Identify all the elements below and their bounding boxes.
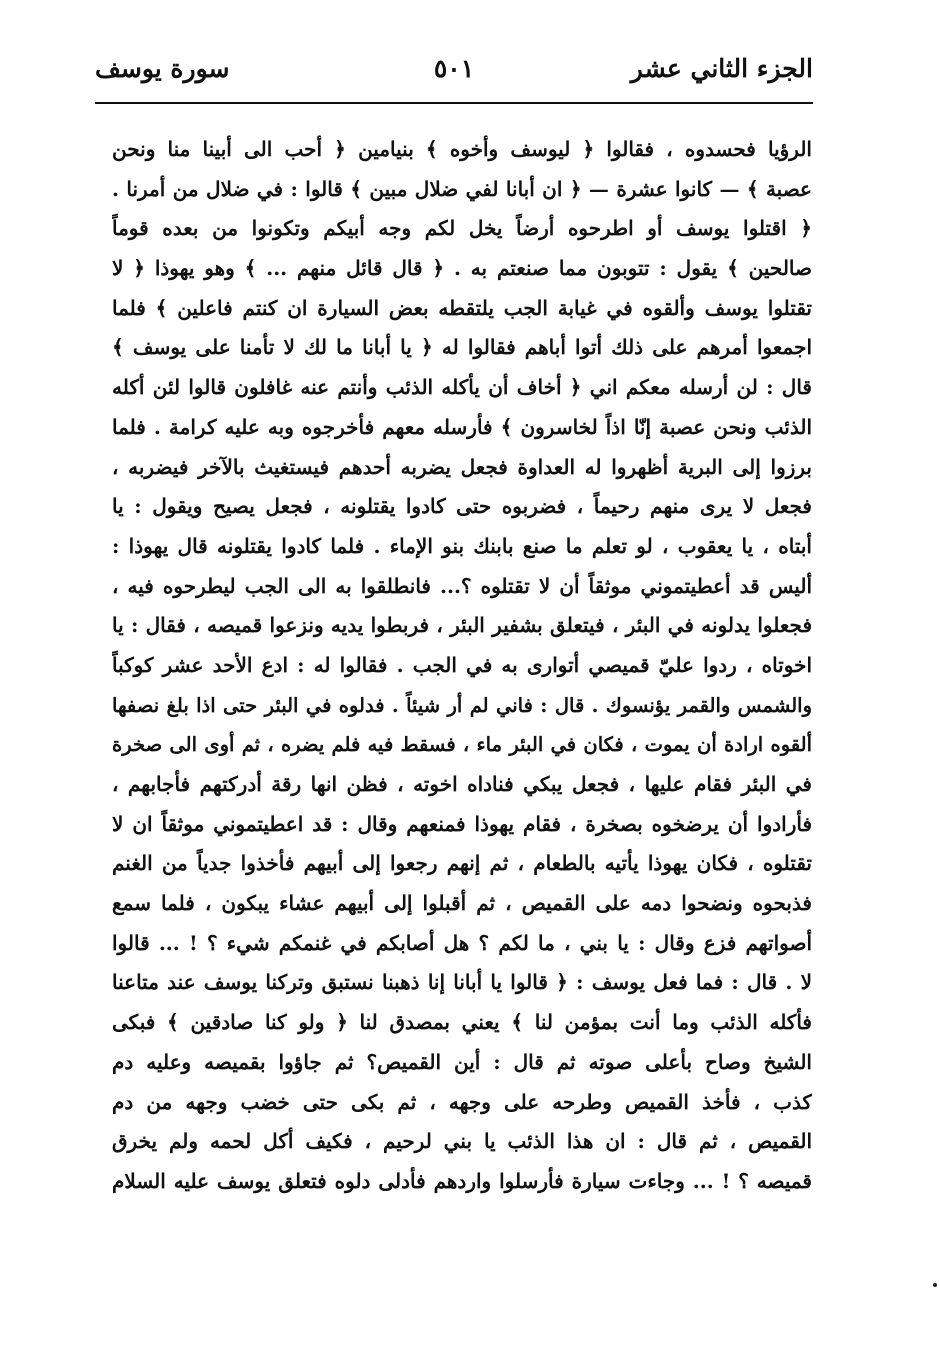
text-line: عصبة ﴾ — كانوا عشرة — ﴿ ان أبانا لفي ضلال مبين ﴾ قالوا : في ضلال من أمرنا . bbox=[112, 176, 812, 201]
text-line: أصواتهم فزع وقال : يا بني ، ما لكم ؟ هل أصابكم في غنمكم شيء ؟ ! ... قالوا bbox=[112, 930, 812, 955]
page-number: ٥٠١ bbox=[433, 54, 475, 83]
text-line: صالحين ﴾ يقول : تتوبون مما صنعتم به . ﴿ قال قائل منهم ... ﴾ وهو يهوذا ﴿ لا bbox=[112, 256, 812, 281]
text-line: والشمس والقمر يؤنسوك . قال : فاني لم أر شيئاً . فدلوه في البئر حتى اذا بلغ نصفها bbox=[112, 693, 812, 717]
text-line: الرؤيا فحسدوه ، فقالوا ﴿ ليوسف وأخوه ﴾ بنيامين ﴿ أحب الى أبينا منا ونحن bbox=[112, 137, 812, 161]
running-header bbox=[95, 50, 813, 92]
text-line: كذب ، فأخذ القميص وطرحه على وجهه ، ثم بكى حتى خضب وجهه من دم bbox=[112, 1089, 812, 1114]
text-line: الذئب ونحن عصبة إنّا اذاً لخاسرون ﴾ فأرسله معهم فأخرجوه وبه عليه كرامة . فلما bbox=[112, 414, 812, 439]
text-line: فأكله الذئب وما أنت بمؤمن لنا ﴾ يعني بمصدق لنا ﴿ ولو كنا صادقين ﴾ فبكى bbox=[112, 1010, 812, 1035]
text-line: القميص ، ثم قال : ان هذا الذئب يا بني لرحيم ، فكيف أكل لحمه ولم يخرق bbox=[112, 1129, 812, 1154]
text-line: تقتلوا يوسف وألقوه في غيابة الجب يلتقطه بعض السيارة ان كنتم فاعلين ﴾ فلما bbox=[112, 295, 812, 320]
text-line: اجمعوا أمرهم على ذلك أتوا أباهم فقالوا له ﴿ يا أبانا ما لك لا تأمنا على يوسف ﴾ bbox=[112, 335, 812, 360]
text-line: فجعل لا يرى منهم رحيماً ، فضربوه حتى كادوا يقتلونه ، فجعل يصيح ويقول : يا bbox=[112, 494, 812, 519]
text-line: برزوا إلى البرية أظهروا له العداوة فجعل يضربه أحدهم فيستغيث بالآخر فيضربه ، bbox=[112, 454, 812, 479]
text-line: ﴿ اقتلوا يوسف أو اطرحوه أرضاً يخل لكم وجه أبيكم وتكونوا من بعده قوماً bbox=[112, 216, 812, 241]
text-line: في البئر فقام عليها ، فجعل يبكي فناداه اخوته ، فظن انها رقة أدركتهم فأجابهم ، bbox=[112, 772, 812, 796]
text-line: لا . قال : فما فعل يوسف : ﴿ قالوا يا أبانا إنا ذهبنا نستبق وتركنا يوسف عند متاعنا bbox=[112, 970, 812, 995]
scan-speck bbox=[933, 1283, 937, 1287]
text-line: تقتلوه ، فكان يهوذا يأتيه بالطعام ، ثم إنهم رجعوا إلى أبيهم فأخذوا جدياً من الغنم bbox=[112, 851, 812, 876]
text-line: أليس قد أعطيتموني موثقاً أن لا تقتلوه ؟... فانطلقوا به الى الجب ليطرحوه فيه ، bbox=[112, 573, 812, 598]
text-line: ألقوه ارادة أن يموت ، فكان في البئر ماء ، فسقط فيه فلم يضره ، ثم أوى الى صخرة bbox=[112, 733, 812, 757]
header-divider bbox=[95, 102, 813, 104]
body-text bbox=[112, 130, 812, 1202]
text-line: اخوتاه ، ردوا عليّ قميصي أتوارى به في الجب . فقالوا له : ادع الأحد عشر كوكباً bbox=[112, 652, 812, 677]
text-line: قال : لن أرسله معكم اني ﴿ أخاف أن يأكله الذئب وأنتم عنه غافلون قالوا لئن أكله bbox=[112, 375, 812, 400]
text-line: قميصه ؟ ! ... وجاءت سيارة فأرسلوا واردهم فأدلى دلوه فتعلق يوسف عليه السلام bbox=[112, 1168, 812, 1193]
text-line: الشيخ وصاح بأعلى صوته ثم قال : أين القميص؟ ثم جاؤوا بقميصه وعليه دم bbox=[112, 1049, 812, 1074]
text-line: فجعلوا يدلونه في البئر ، فيتعلق بشفير البئر ، فربطوا يديه ونزعوا قميصه ، فقال : يا bbox=[112, 613, 812, 638]
text-line: فذبحوه ونضحوا دمه على القميص ، ثم أقبلوا إلى أبيهم عشاء يبكون ، فلما سمع bbox=[112, 891, 812, 916]
text-line: فأرادوا أن يرضخوه بصخرة ، فقام يهوذا فمنعهم وقال : قد اعطيتموني موثقاً ان لا bbox=[112, 811, 812, 836]
part-title: الجزء الثاني عشر bbox=[630, 54, 813, 83]
surah-title: سورة يوسف bbox=[95, 54, 230, 83]
text-line: أبتاه ، يا يعقوب ، لو تعلم ما صنع بابنك بنو الإماء . فلما كادوا يقتلونه قال يهوذا : bbox=[112, 533, 812, 558]
